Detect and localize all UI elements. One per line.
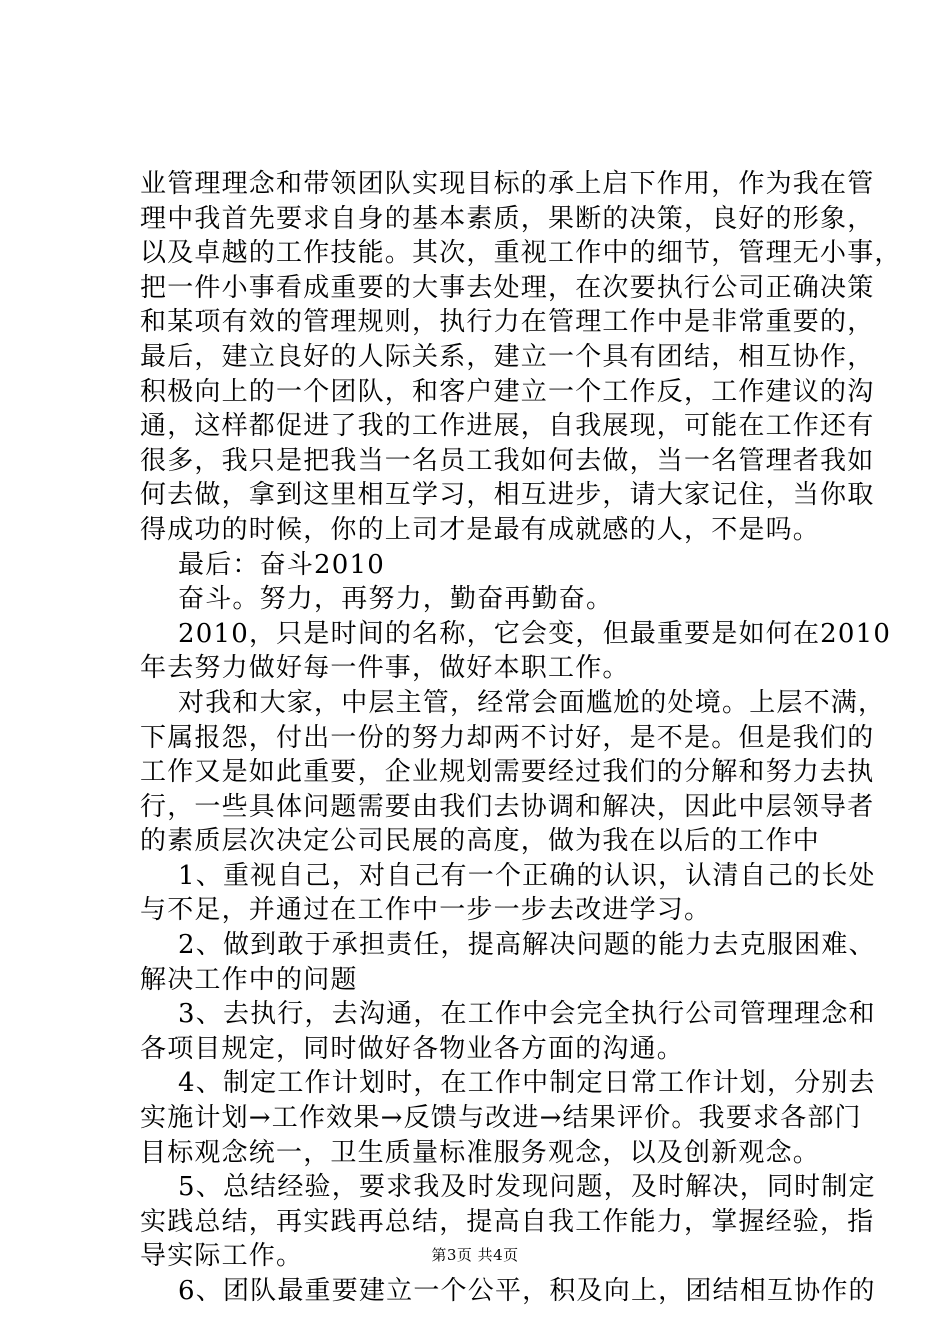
list-item: 1、重视自己，对自己有一个正确的认识，认清自己的长处: [178, 860, 876, 891]
text-line: 2010，只是时间的名称，它会变，但最重要是如何在2010: [178, 618, 892, 649]
text-line: 以及卓越的工作技能。其次，重视工作中的细节，管理无小事，: [140, 238, 902, 269]
text-line: 理中我首先要求自身的基本素质，果断的决策，良好的形象，: [140, 203, 875, 234]
text-line: 实施计划→工作效果→反馈与改进→结果评价。我要求各部门: [140, 1103, 862, 1134]
text-line: 很多，我只是把我当一名员工我如何去做，当一名管理者我如: [140, 445, 875, 476]
text-line: 积极向上的一个团队，和客户建立一个工作反，工作建议的沟: [140, 376, 875, 407]
text-line: 得成功的时候，你的上司才是最有成就感的人，不是吗。: [140, 514, 821, 545]
list-item: 6、团队最重要建立一个公平，积及向上，团结相互协作的: [178, 1276, 876, 1306]
text-line: 年去努力做好每一件事，做好本职工作。: [140, 653, 630, 684]
list-item: 3、去执行，去沟通，在工作中会完全执行公司管理理念和: [178, 999, 876, 1030]
text-line: 导实际工作。: [140, 1241, 304, 1272]
page-number-footer: 第3页 共4页: [431, 1246, 519, 1264]
list-item: 2、做到敢于承担责任，提高解决问题的能力去克服困难、: [178, 930, 876, 961]
document-body: [140, 167, 902, 1309]
text-line: 下属报怨，付出一份的努力却两不讨好，是不是。但是我们的: [140, 722, 875, 753]
text-line: 何去做，拿到这里相互学习，相互进步，请大家记住，当你取: [140, 480, 875, 511]
text-line: 把一件小事看成重要的大事去处理，在次要执行公司正确决策: [140, 272, 875, 303]
text-line: 通，这样都促进了我的工作进展，自我展现，可能在工作还有: [140, 411, 875, 442]
text-line: 的素质层次决定公司民展的高度，做为我在以后的工作中: [140, 826, 821, 857]
text-line: 目标观念统一，卫生质量标准服务观念，以及创新观念。: [140, 1137, 821, 1168]
text-line: 与不足，并通过在工作中一步一步去改进学习。: [140, 895, 712, 926]
text-line: 工作又是如此重要，企业规划需要经过我们的分解和努力去执: [140, 757, 875, 788]
text-line: 实践总结，再实践再总结，提高自我工作能力，掌握经验，指: [140, 1206, 875, 1237]
list-item: 5、总结经验，要求我及时发现问题，及时解决，同时制定: [178, 1172, 876, 1203]
text-line: 和某项有效的管理规则，执行力在管理工作中是非常重要的，: [140, 307, 875, 338]
section-heading: 最后：奋斗2010: [178, 549, 385, 580]
text-line: 各项目规定，同时做好各物业各方面的沟通。: [140, 1033, 685, 1064]
list-item: 4、制定工作计划时，在工作中制定日常工作计划，分别去: [178, 1068, 876, 1099]
text-line: 对我和大家，中层主管，经常会面尴尬的处境。上层不满，: [178, 687, 886, 718]
text-line: 行，一些具体问题需要由我们去协调和解决，因此中层领导者: [140, 791, 875, 822]
text-line: 解决工作中的问题: [140, 964, 358, 995]
text-line: 奋斗。努力，再努力，勤奋再勤奋。: [178, 584, 614, 615]
text-line: 业管理理念和带领团队实现目标的承上启下作用，作为我在管: [140, 169, 875, 199]
text-line: 最后，建立良好的人际关系，建立一个具有团结，相互协作，: [140, 341, 875, 372]
